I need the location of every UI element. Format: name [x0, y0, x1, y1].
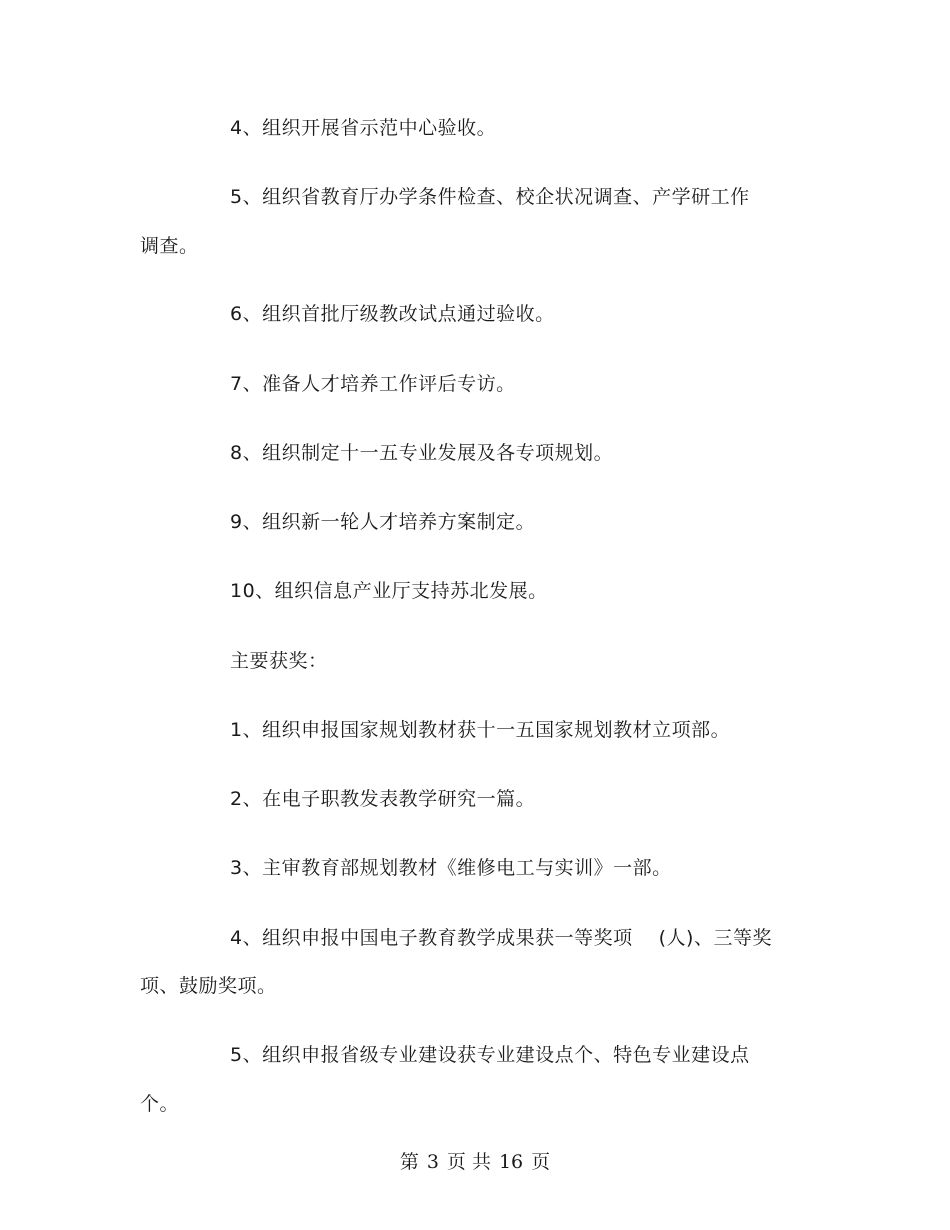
page-footer	[0, 1150, 950, 1174]
footer-prefix: 第	[399, 1151, 419, 1173]
paragraph-line: 项、鼓励奖项。	[140, 975, 277, 997]
paragraph-line: 6、组织首批厅级教改试点通过验收。	[230, 303, 555, 325]
paragraph-line: 4、组织申报中国电子教育教学成果获一等奖项 (人)、三等奖	[230, 927, 772, 949]
paragraph-line: 2、在电子职教发表教学研究一篇。	[230, 788, 536, 810]
footer-mid: 页 共	[446, 1151, 491, 1173]
paragraph-line: 调查。	[140, 235, 199, 257]
footer-suffix: 页	[531, 1151, 551, 1173]
paragraph-line: 5、组织申报省级专业建设获专业建设点个、特色专业建设点	[230, 1044, 750, 1066]
footer-total-pages: 16	[498, 1151, 524, 1173]
paragraph-line: 10、组织信息产业厅支持苏北发展。	[230, 580, 548, 602]
paragraph-line: 8、组织制定十一五专业发展及各专项规划。	[230, 442, 614, 464]
paragraph-line: 4、组织开展省示范中心验收。	[230, 117, 497, 139]
paragraph-line: 1、组织申报国家规划教材获十一五国家规划教材立项部。	[230, 719, 731, 741]
paragraph-line: 9、组织新一轮人才培养方案制定。	[230, 511, 536, 533]
paragraph-line: 5、组织省教育厅办学条件检查、校企状况调查、产学研工作	[230, 186, 750, 208]
paragraph-line: 个。	[140, 1093, 180, 1115]
section-heading: 主要获奖：	[230, 650, 328, 672]
paragraph-line: 7、准备人才培养工作评后专访。	[230, 373, 516, 395]
footer-page-number: 3	[426, 1151, 439, 1173]
paragraph-line: 3、主审教育部规划教材《维修电工与实训》一部。	[230, 857, 672, 879]
